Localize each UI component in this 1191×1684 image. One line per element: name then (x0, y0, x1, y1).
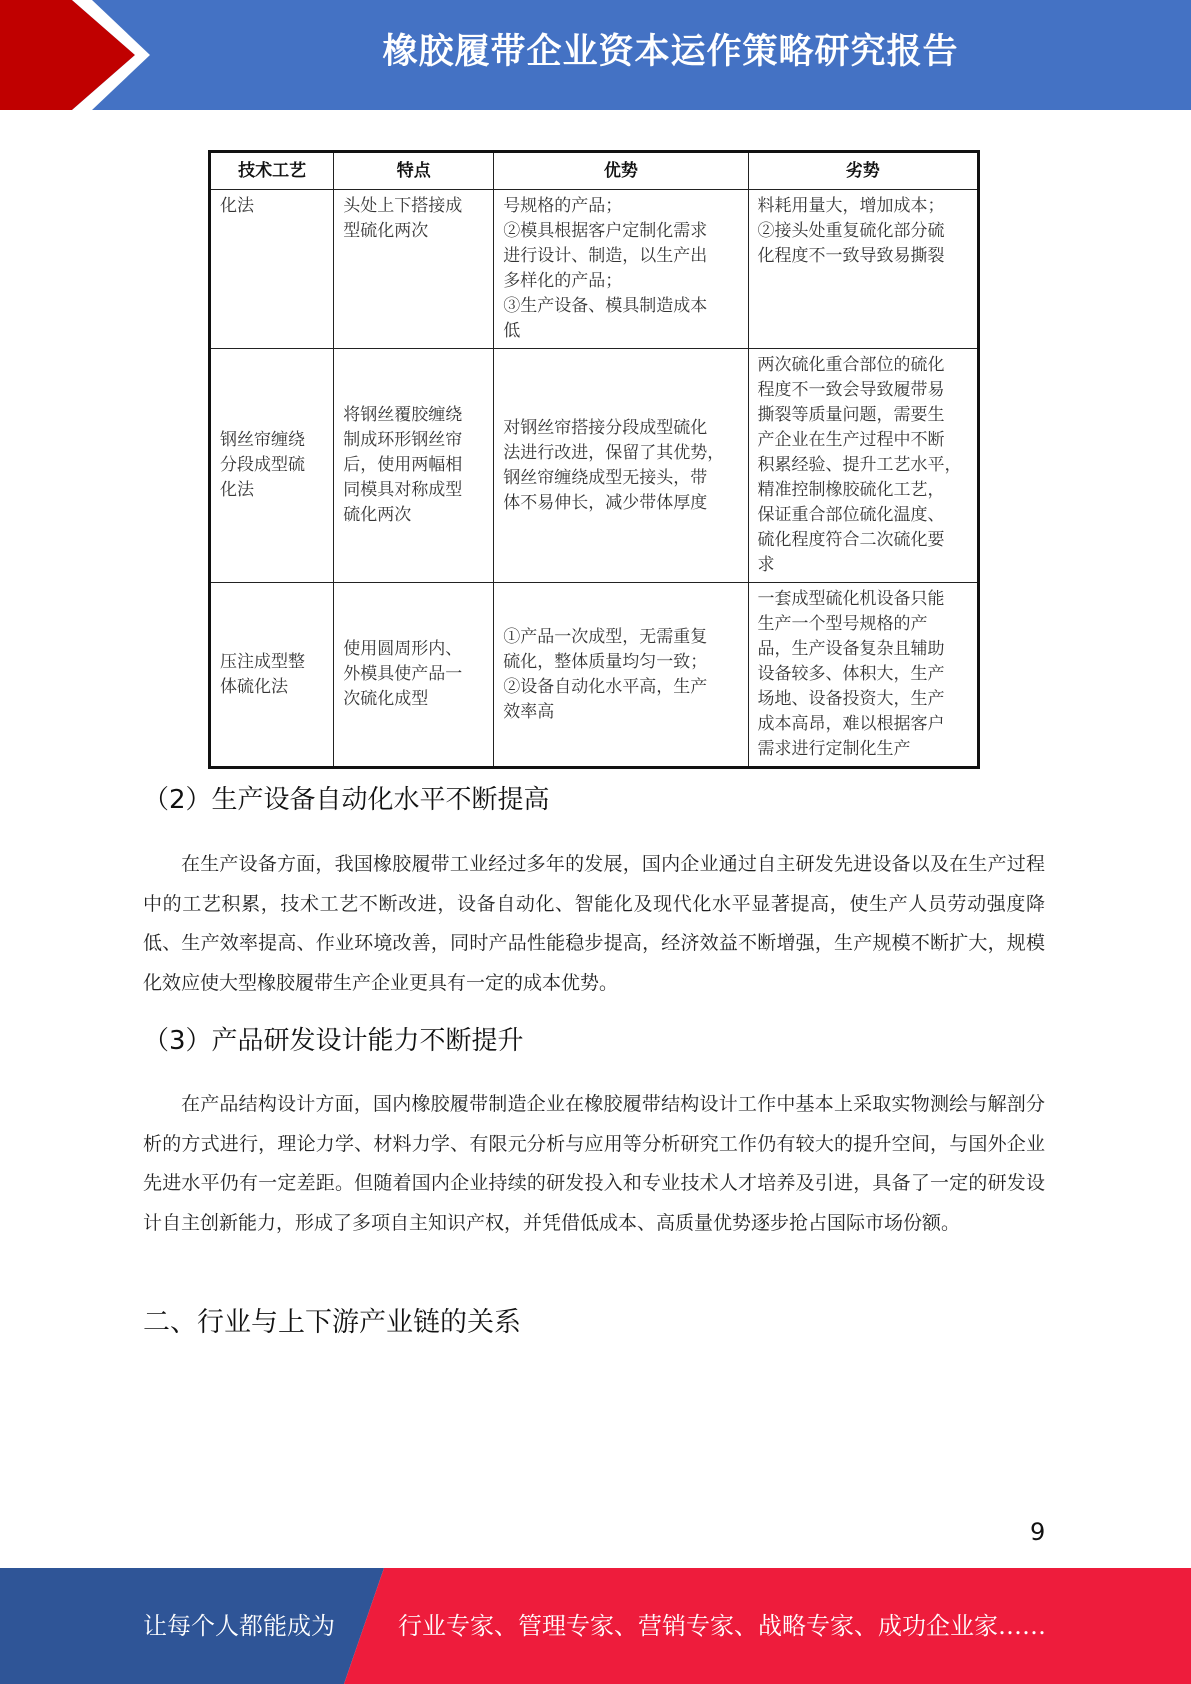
cell-line: 积累经验、提升工艺水平， (757, 455, 962, 475)
cell-line: 将钢丝覆胶缠绕 (343, 405, 463, 425)
cell-line: 产企业在生产过程中不断 (757, 430, 945, 450)
cell-line: 硫化程度符合二次硫化要 (757, 530, 945, 550)
table-header-cell: 技术工艺 (210, 152, 334, 190)
cell-line: 压注成型整 (220, 651, 305, 672)
cell-line: 钢丝帘缠绕 (220, 430, 305, 450)
cell-line: 一套成型硫化机设备只能 (757, 589, 945, 609)
cell-line: 法进行改进，保留了其优势， (503, 442, 725, 463)
cell-line: 低 (503, 321, 521, 341)
cell-line: 撕裂等质量问题，需要生 (757, 405, 945, 425)
cell-line: ③生产设备、模具制造成本 (503, 296, 708, 316)
cell-line: 使用圆周形内、 (343, 639, 463, 659)
table-cell-advantage (494, 349, 748, 583)
table-row (210, 583, 979, 768)
cell-line: 设备较多、体积大，生产 (757, 664, 945, 684)
table-cell-process (210, 583, 334, 768)
cell-line: 化法 (220, 196, 254, 216)
cell-line: 次硫化成型 (343, 689, 429, 709)
cell-line: 两次硫化重合部位的硫化 (757, 355, 945, 375)
cell-line: 多样化的产品； (503, 271, 623, 291)
cell-line: ①产品一次成型，无需重复 (503, 626, 708, 647)
table-cell-disadvantage (748, 190, 978, 349)
section-heading-automation: （2）生产设备自动化水平不断提高 (143, 785, 550, 815)
cell-line: 化法 (220, 480, 254, 500)
page-number: 9 (1030, 1518, 1046, 1546)
process-comparison-table (208, 150, 980, 769)
table-header-cell: 特点 (334, 152, 494, 190)
footer-slogan-right: 行业专家、管理专家、营销专家、战略专家、成功企业家…… (398, 1612, 1046, 1640)
cell-line: 效率高 (503, 701, 555, 722)
cell-line: 硫化两次 (343, 505, 412, 525)
section-body-automation: 在生产设备方面，我国橡胶履带工业经过多年的发展，国内企业通过自主研发先进设备以及在生产过程中的工艺积累，技术工艺不断改进，设备自动化、智能化及现代化水平显著提高，使生产人员劳动强度降低、生产效率提高、作业环境改善，同时产品性能稳步提高，经济效益不断增强，生产规模不断扩大，规模化效应使大型橡胶履带生产企业更具有一定的成本优势。 (143, 853, 1045, 994)
cell-line: 求 (757, 555, 775, 575)
table-header-cell: 劣势 (748, 152, 978, 190)
cell-line: 成本高昂，难以根据客户 (757, 714, 945, 734)
cell-line: ②模具根据客户定制化需求 (503, 221, 708, 241)
header-arrow-icon (0, 0, 150, 110)
cell-line: 品，生产设备复杂且辅助 (757, 639, 945, 659)
table-row (210, 190, 979, 349)
table-row (210, 349, 979, 583)
cell-line: 体硫化法 (220, 676, 288, 697)
table-cell-advantage (494, 190, 748, 349)
section-heading-rnd: （3）产品研发设计能力不断提升 (143, 1026, 524, 1056)
footer-slogan-left: 让每个人都能成为 (143, 1612, 335, 1640)
cell-line: ②接头处重复硫化部分硫 (757, 221, 945, 241)
cell-line: 进行设计、制造，以生产出 (503, 246, 708, 266)
cell-line: 同模具对称成型 (343, 480, 463, 500)
cell-line: 号规格的产品； (503, 196, 623, 216)
cell-line: 精准控制橡胶硫化工艺， (757, 480, 945, 500)
table-cell-feature (334, 349, 494, 583)
cell-line: 外模具使产品一 (343, 664, 463, 684)
table-header-row (210, 152, 979, 190)
cell-line: 分段成型硫 (220, 455, 305, 475)
page-footer (0, 1568, 1191, 1684)
section-body-rnd: 在产品结构设计方面，国内橡胶履带制造企业在橡胶履带结构设计工作中基本上采取实物测绘与解剖分析的方式进行，理论力学、材料力学、有限元分析与应用等分析研究工作仍有较大的提升空间，与国外企业先进水平仍有一定差距。但随着国内企业持续的研发投入和专业技术人才培养及引进，具备了一定的研发设计自主创新能力，形成了多项自主知识产权，并凭借低成本、高质量优势逐步抢占国际市场份额。 (143, 1093, 1045, 1234)
chapter-heading: 二、行业与上下游产业链的关系 (143, 1307, 521, 1338)
cell-line: 制成环形钢丝帘 (343, 430, 463, 450)
cell-line: 对钢丝帘搭接分段成型硫化 (503, 417, 708, 438)
cell-line: 后，使用两幅相 (343, 455, 463, 475)
table-cell-advantage (494, 583, 748, 768)
cell-line: 程度不一致会导致履带易 (757, 380, 945, 400)
table-cell-process (210, 190, 334, 349)
table-cell-disadvantage (748, 349, 978, 583)
cell-line: 型硫化两次 (343, 221, 429, 241)
cell-line: 需求进行定制化生产 (757, 739, 911, 759)
cell-line: ②设备自动化水平高，生产 (503, 676, 708, 697)
cell-line: 体不易伸长，减少带体厚度 (503, 492, 708, 513)
table-header-cell: 优势 (494, 152, 748, 190)
cell-line: 保证重合部位硫化温度、 (757, 505, 945, 525)
cell-line: 钢丝帘缠绕成型无接头，带 (503, 467, 708, 488)
page-header (0, 0, 1191, 110)
table-cell-feature (334, 583, 494, 768)
cell-line: 硫化，整体质量均匀一致； (503, 651, 708, 672)
table-cell-disadvantage (748, 583, 978, 768)
cell-line: 头处上下搭接成 (343, 196, 463, 216)
cell-line: 化程度不一致导致易撕裂 (757, 246, 945, 266)
cell-line: 生产一个型号规格的产 (757, 614, 928, 634)
cell-line: 场地、设备投资大，生产 (757, 689, 945, 709)
report-title: 橡胶履带企业资本运作策略研究报告 (382, 32, 959, 72)
table-cell-process (210, 349, 334, 583)
cell-line: 料耗用量大，增加成本； (757, 196, 945, 216)
table-cell-feature (334, 190, 494, 349)
